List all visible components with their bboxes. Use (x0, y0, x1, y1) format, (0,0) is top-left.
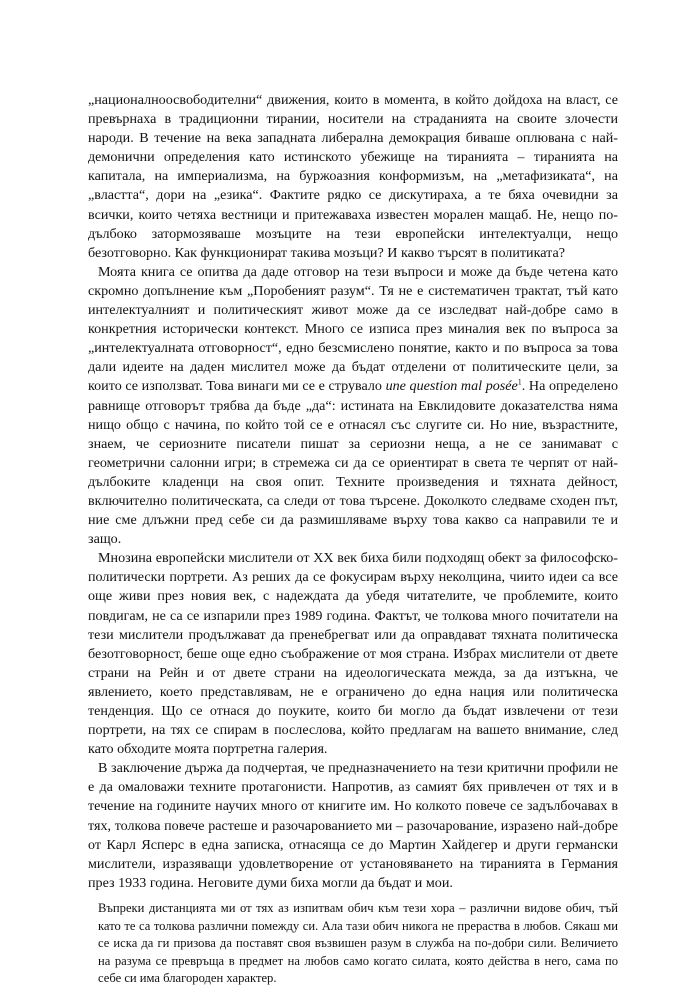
document-page (88, 91, 618, 988)
paragraph-2 (88, 263, 618, 549)
block-quote: Въпреки дистанцията ми от тях аз изпитвам обич към тези хора – различни видове обич, тъй като те са толкова различни помежду си. Ала тази обич никога не прераства в любов. Сякаш ми се иска да ги призова да поставят своя възвишен разум в служба на по-добри сили. Величието на разума се превръща в предмет на любов само когато силата, която действа в него, сама по себе си има благороден характер. (98, 900, 618, 986)
paragraph-2-text-before: Моята книга се опитва да даде отговор на тези въпроси и може да бъде четена като скромно допълнение към „Поробеният разум“. Тя не е систематичен трактат, тъй като интелектуалният и политическият живот може да се изследват най-добре само в конкретния исторически контекст. Много се изписа през миналия век по въпроса за „интелектуалната отговорност“, едно безсмислено понятие, както и по въпроса за това дали идеите на даден мислител може да бъдат отделени от политическите цели, за които се използват. Това винаги ми се е струвало (88, 263, 618, 395)
emphasized-phrase: une question mal posée (385, 378, 518, 395)
footnote-reference[interactable]: 1 (517, 377, 522, 387)
paragraph-1: „националноосвободителни“ движения, които в момента, в който дойдоха на власт, се превърнаха в традиционни тирании, носители на страданията на своите злочести народи. В течение на века западната либерална демокрация биваше оплювана с най-демонични определения като истинското убежище на тиранията – тиранията на капитала, на империализма, на буржоазния конформизъм, на „метафизиката“, на „властта“, дори на „езика“. Фактите рядко се дискутираха, а те бяха очевидни за всички, които четяха вестници и притежаваха известен морален мащаб. Не, нещо по-дълбоко затормозяваше мозъците на тези европейски интелектуалци, нещо безотговорно. Как функционират такива мозъци? И какво търсят в политиката? (88, 92, 618, 261)
paragraph-3: Мнозина европейски мислители от XX век биха били подходящ обект за философско-политически портрети. Аз реших да се фокусирам върху неколцина, чиито идеи са все още живи през новия век, с надеждата да убедя читателите, че проблемите, които повдигам, не са се изпарили през 1989 година. Фактът, че толкова много почитатели на тези мислители продължават да пренебрегват или да оправдават тяхната политическа безотговорност, беше още едно съображение от моя страна. Избрах мислители от двете страни на Рейн и от двете страни на идеологическата межда, за да изтъкна, че явлението, което представлявам, не е ограничено до една нация или политическа тенденция. Що се отнася до поуките, които би могло да бъдат извлечени от тези портрети, на тях се спирам в послесловa, който предлагам на вашето внимание, след като обходите моята портретна галерия. (88, 550, 618, 758)
paragraph-4: В заключение държа да подчертая, че предназначението на тези критични профили не е да омаловажи техните протагонисти. Напротив, аз самият бях привлечен от тях и в течение на годините научих много от книгите им. Но колкото повече се задълбочавах в тях, толкова повече растеше и разочарованието ми – разочарование, изразено най-добре от Карл Ясперс в една записка, отнасяща се до Мартин Хайдегер и други германски мислители, изразяващи удовлетворение от установяването на тиранията в Германия през 1933 година. Неговите думи биха могли да бъдат и мои. (88, 760, 618, 891)
paragraph-2-text-after: . На определено равнище отговорът трябва да бъде „да“: истината на Евклидовите доказателства няма нищо общо с начина, по който той се е отнасял със слугите си. Но ние, възрастните, знаем, че сериозните писатели пишат за сериозни неща, а не се занимават с геометрични салонни игри; в стремежа си да се ориентират в света те черпят от най-дълбоките кладенци на своя опит. Техните произведения и тяхната дейност, включително политическата, са следи от това търсене. Доколкото следваме сходен път, ние сме длъжни пред себе си да размишляваме върху това какво са направили те и защо. (88, 378, 618, 548)
